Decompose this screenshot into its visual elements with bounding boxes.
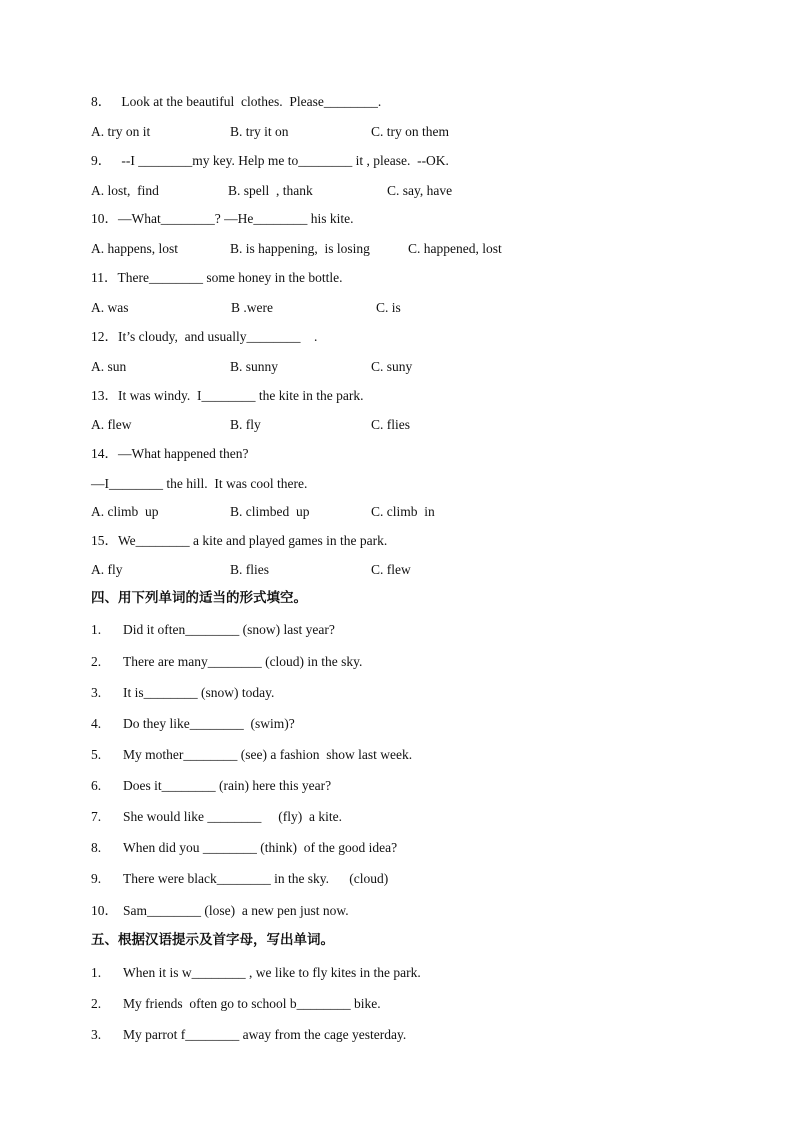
q8-option-a: A. try on it: [91, 124, 151, 139]
q11-option-a: A. was: [91, 300, 129, 315]
q8-option-b: B. try it on: [230, 124, 289, 139]
s4-item-1: 1. Did it often________ (snow) last year?: [91, 622, 335, 637]
s4-item-2: 2. There are many________ (cloud) in the sky.: [91, 654, 363, 669]
q14-option-b: B. climbed up: [230, 504, 310, 519]
question-8: 8． Look at the beautiful clothes. Please________.: [91, 94, 382, 109]
s4-item-3: 3. It is________ (snow) today.: [91, 685, 275, 700]
s4-item-6: 6. Does it________ (rain) here this year?: [91, 778, 332, 793]
question-13: 13．It was windy. I________ the kite in the park.: [91, 388, 364, 403]
s4-item-10: 10． Sam________ (lose) a new pen just now.: [91, 903, 349, 918]
question-15: 15．We________ a kite and played games in the park.: [91, 533, 388, 548]
q15-option-b: B. flies: [230, 562, 269, 577]
q10-option-c: C. happened, lost: [408, 241, 502, 256]
s4-item-7: 7. She would like ________ (fly) a kite.: [91, 809, 342, 824]
q11-option-b: B .were: [231, 300, 273, 315]
q15-option-c: C. flew: [371, 562, 411, 577]
q14-option-c: C. climb in: [371, 504, 435, 519]
s5-item-3: 3. My parrot f________ away from the cage yesterday.: [91, 1027, 407, 1042]
q13-option-b: B. fly: [230, 417, 261, 432]
q14-option-a: A. climb up: [91, 504, 159, 519]
q9-option-c: C. say, have: [387, 183, 453, 198]
q10-option-a: A. happens, lost: [91, 241, 178, 256]
question-9: 9． --I ________my key. Help me to________ it , please. --OK.: [91, 153, 449, 168]
q12-option-c: C. suny: [371, 359, 413, 374]
q12-option-a: A. sun: [91, 359, 127, 374]
s4-item-4: 4. Do they like________ (swim)?: [91, 716, 295, 731]
section-4-title: 四、用下列单词的适当的形式填空。: [91, 590, 307, 606]
q10-option-b: B. is happening, is losing: [230, 241, 370, 256]
s4-item-8: 8. When did you ________ (think) of the good idea?: [91, 840, 398, 855]
s5-item-2: 2. My friends often go to school b________ bike.: [91, 996, 381, 1011]
q8-option-c: C. try on them: [371, 124, 449, 139]
q13-option-c: C. flies: [371, 417, 410, 432]
q9-option-a: A. lost, find: [91, 183, 159, 198]
q15-option-a: A. fly: [91, 562, 123, 577]
section-5-title: 五、根据汉语提示及首字母，写出单词。: [91, 932, 334, 948]
q9-option-b: B. spell , thank: [228, 183, 313, 198]
question-11: 11．There________ some honey in the bottle.: [91, 270, 343, 285]
question-14-line-2: —I________ the hill. It was cool there.: [91, 476, 308, 491]
s4-item-5: 5. My mother________ (see) a fashion show last week.: [91, 747, 413, 762]
q13-option-a: A. flew: [91, 417, 132, 432]
s4-item-9: 9. There were black________ in the sky. (cloud): [91, 871, 389, 886]
q11-option-c: C. is: [376, 300, 401, 315]
question-10: 10．—What________? —He________ his kite.: [91, 211, 354, 226]
q12-option-b: B. sunny: [230, 359, 279, 374]
s5-item-1: 1. When it is w________ , we like to fly kites in the park.: [91, 965, 421, 980]
question-12: 12．It’s cloudy, and usually________ .: [91, 329, 318, 344]
question-14: 14．—What happened then?: [91, 446, 249, 461]
